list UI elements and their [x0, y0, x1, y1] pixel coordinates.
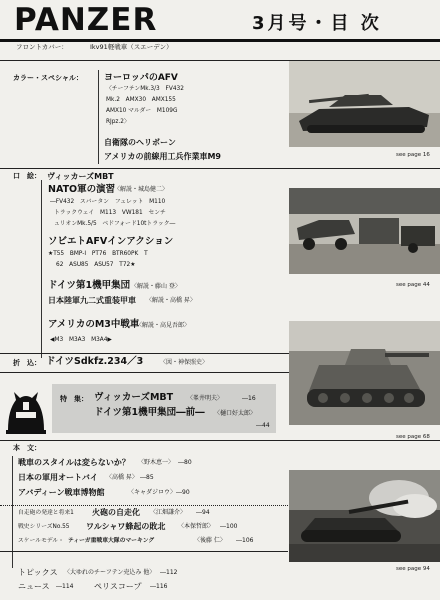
body-item-1-page: ―80 — [178, 459, 192, 466]
feature-item-2-note: 〈樋口好太郎〉 — [214, 410, 257, 417]
body-item-6-page: ―106 — [236, 537, 254, 544]
color-special-label: カラー・スペシャル： — [13, 74, 83, 82]
feature-label: 特 集： — [60, 395, 88, 403]
body-item-6-title: ティーガ重戦車大隊のマーキング — [68, 538, 155, 544]
body-item-4-title: 火砲の自走化 — [92, 508, 140, 517]
caption-page-16: see page 16 — [396, 152, 430, 158]
feature-item-1-note: 〈峯井明夫〉 — [187, 395, 224, 402]
color-special-line-3: AMX10 マルダー M109G — [106, 108, 178, 114]
photo-m3-tank — [289, 321, 440, 425]
tank-crest-emblem — [4, 386, 48, 436]
nato-line-1: ―FV432 スパータン フェレット M110 — [50, 199, 166, 205]
periscope-title: ペリスコープ — [94, 582, 142, 591]
body-item-6-pre: スケールモデル・ — [18, 538, 64, 544]
magazine-title: PANZER — [14, 2, 158, 38]
nato-line-3: ュリオンMk.5/5 ベドフォード10tトラック― — [54, 221, 176, 227]
german-title: ドイツ第1機甲集団 — [48, 280, 131, 291]
m9-title: アメリカの前線用工兵作業車M9 — [104, 152, 221, 161]
us-title: アメリカのM3中戦車 — [48, 319, 140, 330]
color-special-line-4: RJpz.2〉 — [106, 119, 130, 125]
body-item-6-note: 〈後藤 仁〉 — [194, 537, 226, 544]
japan-note: 〈解説・高橋 昇〉 — [146, 297, 196, 304]
divider-foldout — [0, 372, 290, 373]
photo-self-propelled-gun — [289, 470, 440, 562]
feature-item-1: ヴィッカーズMBT — [94, 392, 174, 403]
photo-chieftain — [289, 61, 440, 147]
soviet-title: ソビエトAFVインアクション — [48, 236, 174, 247]
body-item-2-page: ―85 — [140, 474, 154, 481]
us-note: 〈解説・高見吾郎〉 — [136, 322, 191, 329]
feature-item-1-page: ―16 — [242, 395, 256, 402]
body-item-3-page: ―90 — [176, 489, 190, 496]
body-item-2-title: 日本の軍用オートバイ — [18, 473, 98, 482]
divider-body-mid — [0, 505, 288, 506]
feature-item-2-page: ―44 — [256, 422, 270, 429]
body-item-5-note: 〈本保哲郎〉 — [178, 523, 215, 530]
body-item-5-page: ―100 — [220, 523, 238, 530]
nato-title: NATO軍の演習 — [48, 184, 116, 195]
german-note: 〈解説・藤山 登〉 — [131, 283, 181, 290]
foldout-title: ドイツSdkfz.234／3 — [46, 356, 144, 367]
caption-page-44: see page 44 — [396, 282, 430, 288]
photo-nato-exercise — [289, 188, 440, 274]
soviet-line-1: ★T55 BMP-I PT76 BTR60PK T — [48, 251, 148, 257]
cover-label: フロントカバー： — [16, 43, 68, 51]
divider-color — [0, 168, 440, 169]
body-item-5-title: ワルシャワ蜂起の敗北 — [86, 522, 166, 531]
news-page: ―114 — [56, 583, 74, 590]
japan-title: 日本陸軍九二式重装甲車 — [48, 296, 136, 305]
topics-note: 〈大ゆれのチーフテン売込み 他〉 — [64, 569, 156, 576]
foldout-note: 〈図・神保照史〉 — [160, 359, 209, 366]
divider-feature — [0, 440, 440, 441]
body-item-3-note: 〈キャダジロウ〉 — [128, 489, 177, 496]
color-special-title: ヨーロッパのAFV — [104, 73, 178, 83]
body-item-5-pre: 戦史シリーズNo.55 — [18, 524, 70, 530]
nato-line-2: トラックウェイ M113 VW181 センチ — [54, 210, 166, 216]
color-special-bar — [98, 70, 99, 164]
body-item-3-title: アバディーン戦車博物館 — [18, 488, 105, 497]
topics-title: トピックス — [18, 568, 58, 577]
divider-body-end — [0, 551, 288, 552]
us-line: ◀M3 M3A3 M3A4▶ — [50, 337, 112, 343]
periscope-page: ―116 — [150, 583, 168, 590]
body-item-4-note: 〈江畑謙介〉 — [150, 509, 187, 516]
body-item-1-note: 〈野木恵一〉 — [138, 459, 175, 466]
feature-item-2: ドイツ第1機甲集団―前― — [94, 407, 205, 418]
body-item-1-title: 戦車のスタイルは変らないか？ — [18, 458, 130, 467]
kuchie-title: ヴィッカーズMBT — [47, 172, 114, 181]
cover-text: Ikv91軽戦車（スエーデン） — [90, 43, 173, 51]
news-title: ニュース — [18, 582, 50, 591]
body-item-2-note: 〈高橋 昇〉 — [106, 474, 138, 481]
soviet-line-2: 62 ASU85 ASU57 T72★ — [56, 262, 136, 268]
nato-note: 〈解説・城島健二〉 — [114, 186, 169, 193]
caption-page-68: see page 68 — [396, 434, 430, 440]
issue-label: 3月号・目 次 — [252, 13, 382, 34]
body-label: 本 文： — [13, 444, 41, 452]
color-special-line-1: 〈チーフテンMk.3/3 FV432 — [106, 86, 184, 92]
kuchie-label: 口 絵： — [13, 172, 41, 180]
masthead-rule — [0, 39, 440, 42]
body-item-4-pre: 自走砲の発達と将来1 — [18, 510, 74, 516]
body-item-4-page: ―94 — [196, 509, 210, 516]
foldout-label: 折 込： — [13, 359, 41, 367]
heliborne-title: 自衛隊のヘリボーン — [104, 138, 176, 147]
topics-page: ―112 — [160, 569, 178, 576]
caption-page-94: see page 94 — [396, 566, 430, 572]
color-special-line-2: Mk.2 AMX30 AMX155 — [106, 97, 176, 103]
kuchie-bar — [41, 180, 42, 358]
